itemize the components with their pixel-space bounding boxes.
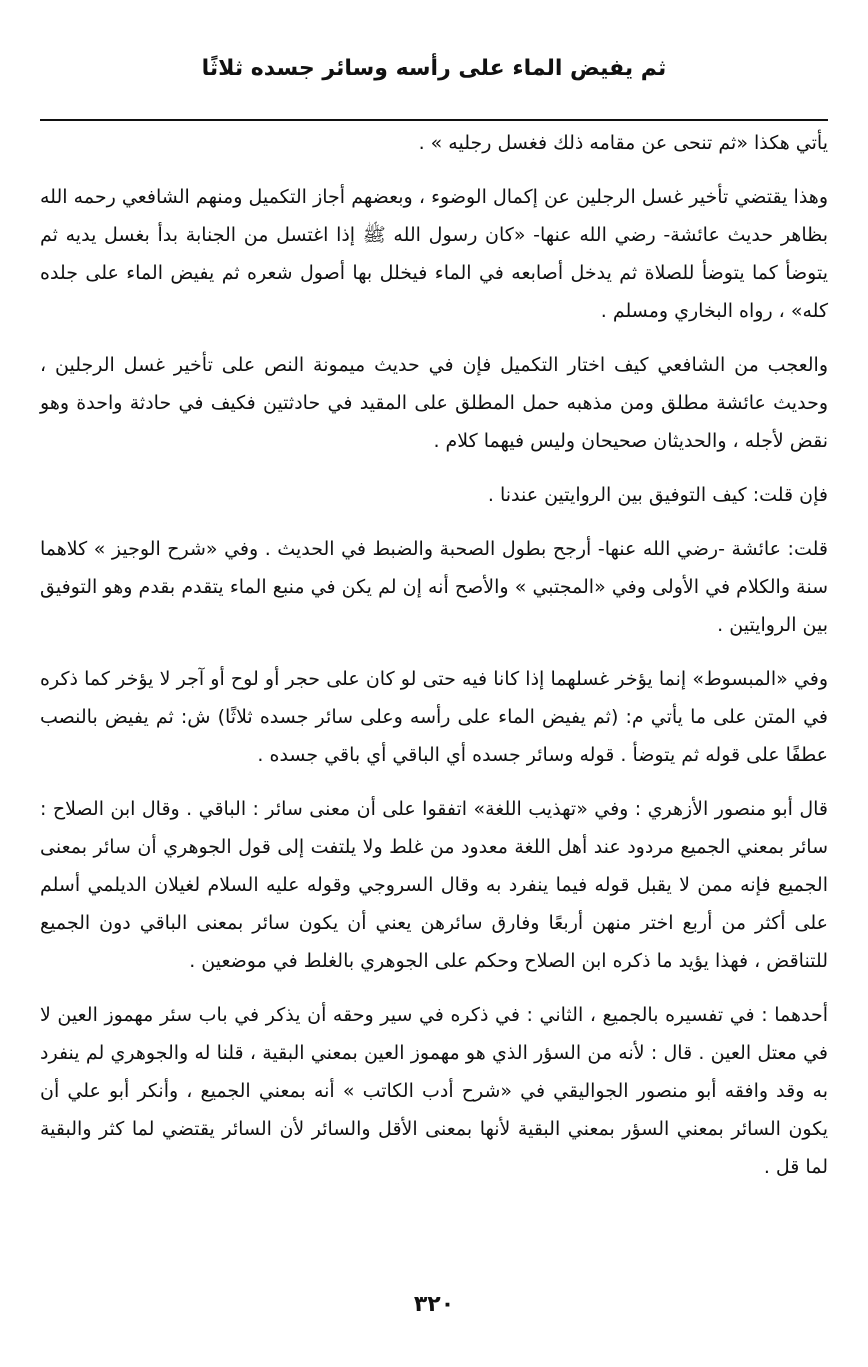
paragraph: والعجب من الشافعي كيف اختار التكميل فإن في حديث ميمونة النص على تأخير غسل الرجلين ، وحديث عائشة مطلق ومن مذهبه حمل المطلق على المقيد في حادثتين فكيف في حادثة واحدة وهو نقض لأجله ، والحديثان صحيحان وليس فيهما كلام . (40, 354, 828, 452)
paragraph: قال أبو منصور الأزهري : وفي «تهذيب اللغة» اتفقوا على أن معنى سائر : الباقي . وقال ابن الصلاح : سائر بمعني الجميع مردود عند أهل اللغة معدود من غلط ولا يلتفت إلى قول الجوهري أن سائر بمعنى الجميع فإنه ممن لا يقبل قوله فيما ينفرد به وقال السروجي وقوله عليه السلام لغيلان الديلمي أسلم على أكثر من أربع اختر منهن أربعًا وفارق سائرهن يعني أن يكون سائر بمعنى الباقي دون الجميع للتناقض ، فهذا يؤيد ما ذكره ابن الصلاح وحكم على الجوهري بالغلط في موضعين . (40, 798, 828, 972)
paragraph: قلت: عائشة -رضي الله عنها- أرجح بطول الصحبة والضبط في الحديث . وفي «شرح الوجيز » كلاهما سنة والكلام في الأولى وفي «المجتبي » والأصح أنه إن لم يكن في منبع الماء يتقدم بقدم وهو التوفيق بين الروايتين . (40, 538, 828, 636)
body-text (40, 124, 828, 1202)
running-head: ثم يفيض الماء على رأسه وسائر جسده ثلاثًا (201, 56, 667, 81)
paragraph: وفي «المبسوط» إنما يؤخر غسلهما إذا كانا فيه حتى لو كان على حجر أو لوح أو آجر لا يؤخر كما ذكره في المتن على ما يأتي م: (ثم يفيض الماء على رأسه وعلى سائر جسده ثلاثًا) ش: ثم يفيض بالنصب عطفًا على قوله ثم يتوضأ . قوله وسائر جسده أي الباقي أي باقي جسده . (40, 668, 828, 766)
paragraph: أحدهما : في تفسيره بالجميع ، الثاني : في ذكره في سير وحقه أن يذكر في باب سئر مهموز العين لا في معتل العين . قال : لأنه من السؤر الذي هو مهموز العين بمعني البقية ، قلنا له والجوهري لم ينفرد به وقد وافقه أبو منصور الجواليقي في «شرح أدب الكاتب » أنه بمعني الجميع ، وأنكر أبو علي أن يكون السائر بمعني السؤر بمعني البقية لأنها بمعنى الأقل والسائر لأن السائر يقتضي لما كثر والبقية لما قل . (40, 1004, 828, 1178)
page-number: ٣٢٠ (413, 1292, 455, 1317)
header-rule (40, 119, 828, 121)
paragraph: وهذا يقتضي تأخير غسل الرجلين عن إكمال الوضوء ، وبعضهم أجاز التكميل ومنهم الشافعي رحمه الله بظاهر حديث عائشة- رضي الله عنها- «كان رسول الله ﷺ إذا اغتسل من الجنابة بدأ بغسل يديه ثم يتوضأ كما يتوضأ للصلاة ثم يدخل أصابعه في الماء فيخلل بها أصول شعره ثم يفيض الماء على جلده كله» ، رواه البخاري ومسلم . (40, 186, 828, 322)
paragraph: يأتي هكذا «ثم تنحى عن مقامه ذلك فغسل رجليه » . (418, 132, 828, 154)
paragraph: فإن قلت: كيف التوفيق بين الروايتين عندنا . (487, 484, 828, 506)
